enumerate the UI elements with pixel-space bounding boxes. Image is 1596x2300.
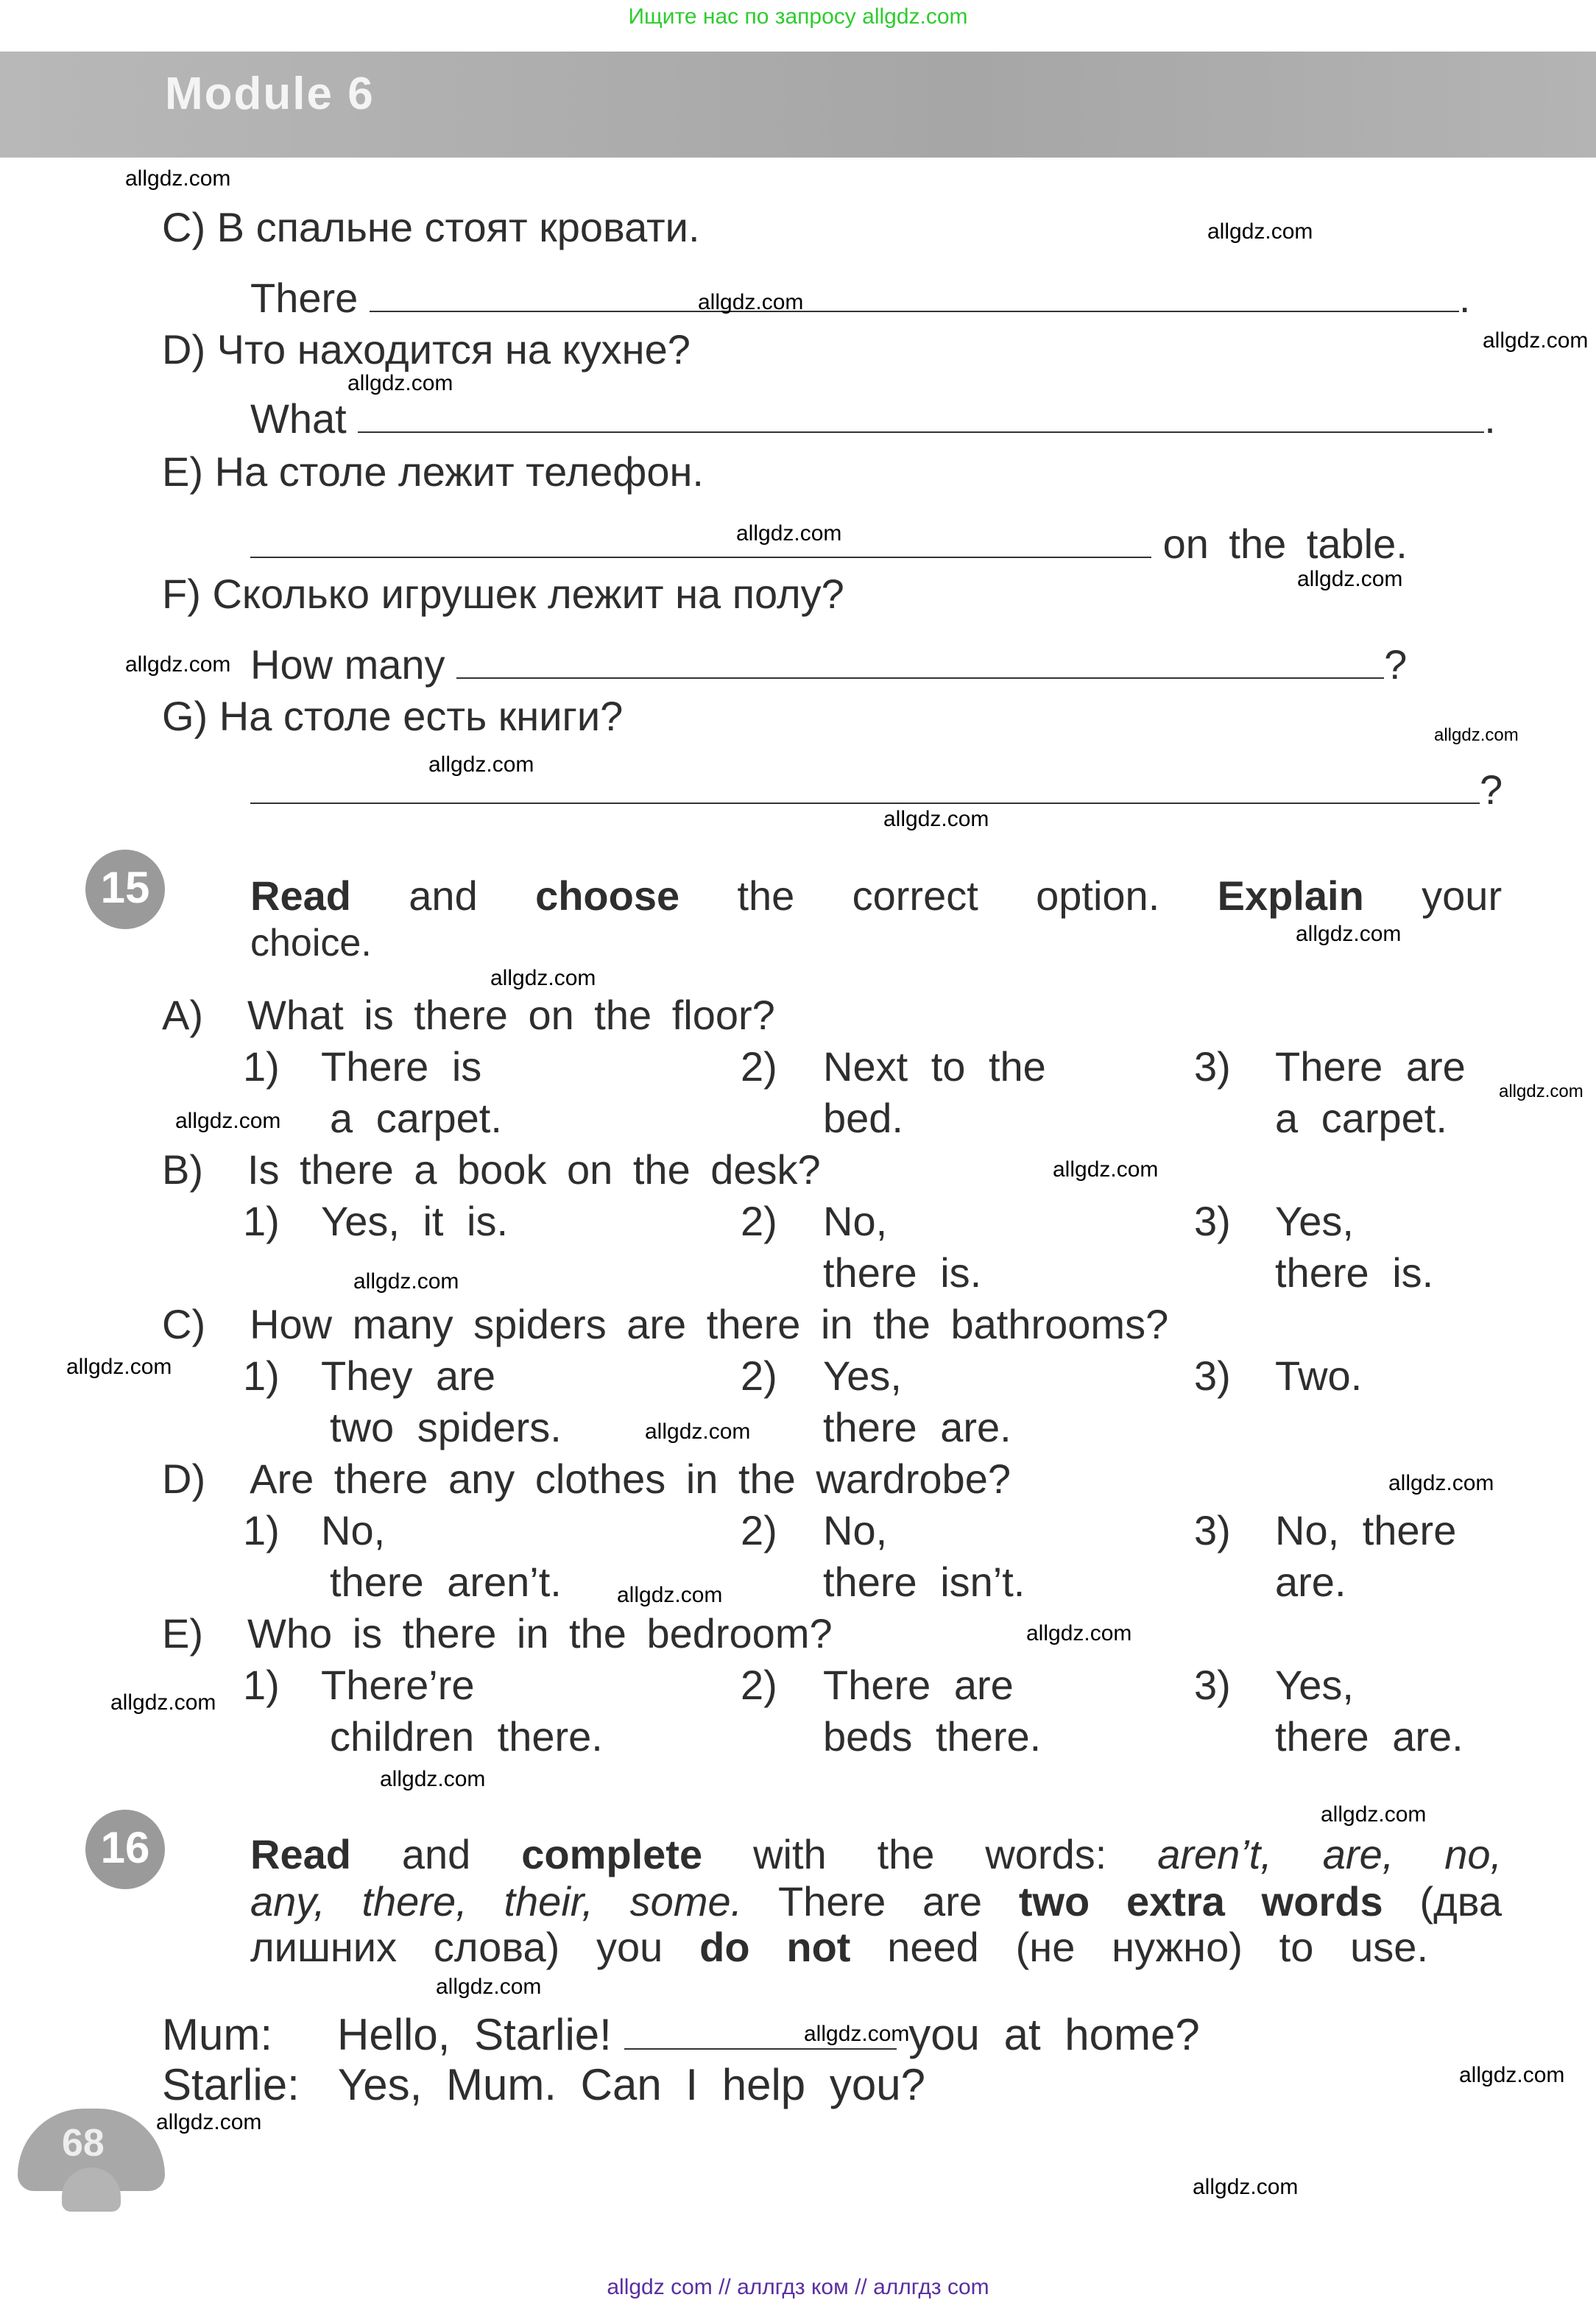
item-c-ru <box>162 205 700 252</box>
question-e <box>162 1611 833 1658</box>
exercise-16-number: 16 <box>85 1810 165 1889</box>
option-number[interactable]: 2) <box>741 1662 777 1708</box>
option-text[interactable]: Next to the <box>823 1044 1046 1090</box>
item-text: Сколько игрушек лежит на полу? <box>212 571 844 617</box>
watermark: allgdz.com <box>175 1109 281 1134</box>
item-text: На столе лежит телефон. <box>214 449 704 495</box>
option-number[interactable]: 2) <box>741 1199 777 1244</box>
exercise-16-line-2 <box>250 1879 1502 1926</box>
watermark: allgdz.com <box>490 966 596 991</box>
option-text-cont[interactable]: there is. <box>1275 1250 1434 1296</box>
dialogue-line-starlie <box>162 2063 925 2110</box>
watermark: allgdz.com <box>1053 1157 1159 1182</box>
word-list: any, there, their, some. <box>250 1879 743 1925</box>
question-b <box>162 1147 821 1194</box>
item-d-ru <box>162 327 691 374</box>
question-letter: C) <box>162 1302 206 1347</box>
word-list: aren’t, are, no, <box>1157 1832 1503 1877</box>
option-text[interactable]: Two. <box>1275 1353 1363 1399</box>
question-letter: B) <box>162 1147 203 1193</box>
instr-word: your <box>1422 873 1503 919</box>
exercise-16-line-1 <box>250 1832 1502 1879</box>
exercise-15-number: 15 <box>85 850 165 929</box>
watermark: allgdz.com <box>1026 1621 1132 1646</box>
top-note: Ищите нас по запросу allgdz.com <box>628 4 968 29</box>
speaker: Starlie: <box>162 2061 300 2110</box>
instr-word: complete <box>521 1832 703 1877</box>
answer-blank[interactable] <box>370 278 1459 312</box>
option-text[interactable]: There are <box>823 1662 1014 1708</box>
watermark: allgdz.com <box>1296 922 1402 947</box>
instr-word: and <box>401 1832 471 1877</box>
item-d-answer <box>250 396 1496 443</box>
instr-word: the correct option. <box>737 873 1160 919</box>
question-text: What is there on the floor? <box>247 992 775 1038</box>
line-text: you at home? <box>908 2011 1200 2060</box>
answer-blank[interactable] <box>358 399 1484 433</box>
option-text-cont[interactable]: there isn’t. <box>823 1559 1025 1605</box>
option-text-cont[interactable]: there are. <box>1275 1714 1463 1760</box>
option-number[interactable]: 2) <box>741 1044 777 1090</box>
answer-end: on the table. <box>1162 521 1408 567</box>
exercise-16-line-3 <box>250 1925 1428 1972</box>
question-text: Is there a book on the desk? <box>247 1147 821 1193</box>
watermark: allgdz.com <box>1207 219 1313 244</box>
speaker: Mum: <box>162 2011 272 2060</box>
watermark: allgdz.com <box>125 652 231 677</box>
instr-word: need (не нужно) to use. <box>887 1925 1428 1970</box>
option-text[interactable]: No, there <box>1275 1508 1457 1553</box>
watermark: allgdz.com <box>125 166 231 191</box>
item-letter: E) <box>162 449 203 495</box>
option-number[interactable]: 2) <box>741 1508 777 1553</box>
instr-word: (два <box>1419 1879 1503 1925</box>
instr-word: choose <box>535 873 680 919</box>
item-letter: F) <box>162 571 201 617</box>
instr-word: do not <box>699 1925 851 1970</box>
item-letter: D) <box>162 327 206 373</box>
item-letter: C) <box>162 205 206 250</box>
watermark: allgdz.com <box>353 1269 459 1294</box>
watermark: allgdz.com <box>617 1583 723 1608</box>
question-text: How many spiders are there in the bathrooms? <box>250 1302 1169 1347</box>
watermark: allgdz.com <box>1499 1081 1583 1101</box>
option-text[interactable]: There is <box>321 1044 482 1090</box>
option-text-cont[interactable]: children there. <box>330 1714 603 1760</box>
item-c-answer <box>250 275 1470 322</box>
line-text: Hello, Starlie! <box>337 2011 612 2060</box>
option-number[interactable]: 3) <box>1194 1662 1231 1708</box>
option-text[interactable]: No, <box>823 1508 888 1553</box>
option-text[interactable]: There’re <box>321 1662 475 1708</box>
dialogue-line-mum <box>162 2013 1200 2060</box>
watermark: allgdz.com <box>428 752 534 777</box>
watermark: allgdz.com <box>380 1767 486 1792</box>
watermark: allgdz.com <box>110 1690 216 1715</box>
item-letter: G) <box>162 694 208 739</box>
instr-word: лишних слова) you <box>250 1925 663 1970</box>
instr-word: Read <box>250 873 351 919</box>
watermark: allgdz.com <box>66 1355 172 1380</box>
option-text[interactable]: Yes, <box>1275 1662 1354 1708</box>
option-number[interactable]: 1) <box>243 1199 280 1244</box>
instr-word: Read <box>250 1832 351 1877</box>
question-d <box>162 1456 1011 1503</box>
page-number-mushroom <box>18 2109 165 2212</box>
option-text[interactable]: No, <box>321 1508 386 1553</box>
watermark: allgdz.com <box>436 1975 542 2000</box>
watermark: allgdz.com <box>698 290 804 315</box>
watermark: allgdz.com <box>883 807 989 832</box>
instr-word: and <box>409 873 478 919</box>
item-e-ru <box>162 449 704 496</box>
page-title: Module 6 <box>165 68 375 119</box>
watermark: allgdz.com <box>347 371 453 396</box>
answer-end: ? <box>1480 767 1503 813</box>
option-text[interactable]: Yes, it is. <box>321 1199 509 1244</box>
option-text-cont[interactable]: there are. <box>823 1405 1011 1450</box>
answer-end: . <box>1484 396 1496 442</box>
exercise-15-instruction <box>250 873 1502 920</box>
watermark: allgdz.com <box>1193 2175 1299 2200</box>
watermark: allgdz.com <box>645 1419 751 1444</box>
option-text-cont[interactable]: beds there. <box>823 1714 1042 1760</box>
watermark: allgdz.com <box>1297 567 1403 592</box>
option-text[interactable]: Yes, <box>823 1353 902 1399</box>
item-text: В спальне стоят кровати. <box>216 205 700 250</box>
option-number[interactable]: 2) <box>741 1353 777 1399</box>
option-number[interactable]: 1) <box>243 1044 280 1090</box>
item-f-ru <box>162 571 844 618</box>
option-number[interactable]: 3) <box>1194 1199 1231 1244</box>
watermark: allgdz.com <box>1434 724 1519 745</box>
watermark: allgdz.com <box>804 2022 910 2047</box>
instr-word: with the words: <box>753 1832 1107 1877</box>
answer-blank[interactable] <box>456 645 1384 679</box>
answer-start: What <box>250 396 347 442</box>
item-text: На столе есть книги? <box>219 694 624 739</box>
option-text[interactable]: They are <box>321 1353 495 1399</box>
exercise-15-instruction-cont: choice. <box>250 920 372 964</box>
option-text[interactable]: There are <box>1275 1044 1466 1090</box>
option-text-cont[interactable]: a carpet. <box>330 1096 502 1141</box>
answer-end: . <box>1458 275 1471 321</box>
question-c <box>162 1302 1168 1349</box>
answer-start: There <box>250 275 359 321</box>
option-text-cont[interactable]: bed. <box>823 1096 903 1141</box>
option-number[interactable]: 3) <box>1194 1353 1231 1399</box>
instr-word: There are <box>777 1879 982 1925</box>
option-number[interactable]: 1) <box>243 1662 280 1708</box>
page-number: 68 <box>62 2120 105 2165</box>
watermark: allgdz.com <box>736 521 842 546</box>
watermark: allgdz.com <box>1321 1802 1427 1827</box>
option-text-cont[interactable]: there is. <box>823 1250 982 1296</box>
item-f-answer <box>250 642 1407 689</box>
watermark: allgdz.com <box>1483 328 1589 353</box>
instr-word: Explain <box>1217 873 1364 919</box>
option-text[interactable]: No, <box>823 1199 888 1244</box>
question-text: Who is there in the bedroom? <box>247 1611 833 1657</box>
option-number[interactable]: 1) <box>243 1353 280 1399</box>
question-text: Are there any clothes in the wardrobe? <box>250 1456 1011 1502</box>
option-number[interactable]: 3) <box>1194 1508 1231 1553</box>
option-number[interactable]: 3) <box>1194 1044 1231 1090</box>
question-a <box>162 992 775 1040</box>
question-letter: A) <box>162 992 203 1038</box>
option-text-cont[interactable]: two spiders. <box>330 1405 562 1450</box>
watermark: allgdz.com <box>1388 1471 1494 1496</box>
option-text-cont[interactable]: a carpet. <box>1275 1096 1447 1141</box>
item-g-ru <box>162 694 623 741</box>
option-text[interactable]: Yes, <box>1275 1199 1354 1244</box>
option-text-cont[interactable]: are. <box>1275 1559 1346 1605</box>
instr-word: two extra words <box>1018 1879 1383 1925</box>
option-number[interactable]: 1) <box>243 1508 280 1553</box>
bottom-note: allgdz com // аллгдз ком // аллгдз com <box>607 2275 989 2300</box>
answer-blank[interactable] <box>250 524 1151 558</box>
option-text-cont[interactable]: there aren’t. <box>330 1559 562 1605</box>
watermark: allgdz.com <box>1459 2063 1565 2088</box>
item-text: Что находится на кухне? <box>216 327 691 373</box>
watermark: allgdz.com <box>156 2110 262 2135</box>
answer-start: How many <box>250 642 445 688</box>
line-text: Yes, Mum. Can I help you? <box>337 2061 925 2110</box>
question-letter: E) <box>162 1611 203 1657</box>
question-letter: D) <box>162 1456 206 1502</box>
answer-end: ? <box>1384 642 1408 688</box>
